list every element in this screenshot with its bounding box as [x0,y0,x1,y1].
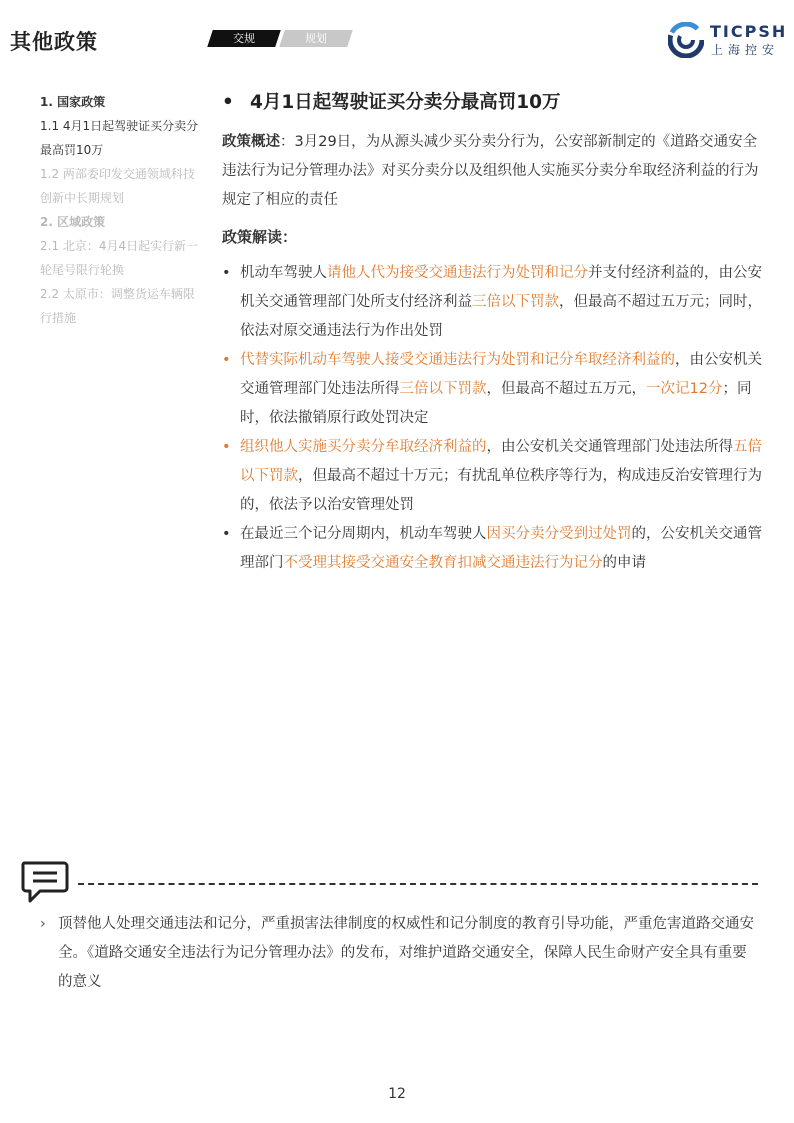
tab-traffic-rules[interactable] [207,30,281,47]
interpretation-item [222,433,762,520]
body-text: ，由公安机关交通管理部门处违法所得 [486,439,733,455]
body-text: 的申请 [602,555,646,571]
toc-item-1-1[interactable]: 1.1 4月1日起驾驶证买分卖分最高罚10万 [40,119,199,157]
page-number: 12 [388,1086,406,1102]
company-logo [668,20,788,60]
body-text: 并支付经济利益的，由公安机关交通管理部门处所支付经济利益 [240,265,762,310]
toc-item-1-2[interactable]: 1.2 两部委印发交通领域科技创新中长期规划 [40,167,195,205]
highlighted-text: 组织他人实施买分卖分牟取经济利益的 [240,439,487,455]
highlighted-text: 三倍以下罚款 [472,294,559,310]
table-of-contents [40,90,200,330]
highlighted-text: 不受理其接受交通安全教育扣减交通违法行为记分 [283,555,603,571]
ticpsh-logo-icon [668,22,704,58]
toc-item-national-policy[interactable]: 1. 国家政策 [40,95,106,109]
highlighted-text: 代替实际机动车驾驶人接受交通违法行为处罚和记分牟取经济利益的 [240,352,675,368]
interpretation-item [222,520,762,578]
main-content [222,88,762,578]
summary-text: 顶替他人处理交通违法和记分，严重损害法律制度的权威性和记分制度的教育引导功能，严重危害道路交通安全。《道路交通安全违法行为记分管理办法》的发布，对维护道路交通安全，保障人民生命财产安全具有重要的意义 [58,916,754,990]
article-title [222,88,762,118]
highlighted-text: 一次记12分 [646,381,723,397]
toc-item-2-2[interactable]: 2.2 太原市：调整货运车辆限行措施 [40,287,195,325]
interpretation-label: 政策解读： [222,228,298,246]
body-text: ；同时，依法撤销原行政处罚决定 [240,381,752,426]
body-text: ，但最高不超过十万元；有扰乱单位秩序等行为，构成违反治安管理行为的，依法予以治安管理处罚 [240,468,762,513]
policy-overview [222,128,762,215]
highlighted-text: 五倍以下罚款 [240,439,762,484]
body-text: 机动车驾驶人 [240,265,327,281]
chevron-right-icon: › [40,916,46,932]
summary-note [40,910,760,990]
overview-label: 政策概述 [222,134,280,150]
page-title: 其他政策 [10,30,98,54]
body-text: ，但最高不超过五万元， [486,381,646,397]
comment-icon [20,860,70,904]
tab-planning[interactable] [279,30,353,47]
logo-subtitle: 上海控安 [711,43,780,57]
overview-text: ：3月29日，为从源头减少买分卖分行为，公安部新制定的《道路交通安全违法行为记分管理办法》对买分卖分以及组织他人实施买分卖分牟取经济利益的行为规定了相应的责任 [222,134,759,208]
toc-item-2-1[interactable]: 2.1 北京：4月4日起实行新一轮尾号限行轮换 [40,239,199,277]
article-title-text: 4月1日起驾驶证买分卖分最高罚10万 [250,92,561,113]
interpretation-list [222,259,762,578]
body-text: 在最近三个记分周期内，机动车驾驶人 [240,526,487,542]
interpretation-item [222,346,762,433]
tab-label: 规划 [305,32,327,45]
toc-item-regional-policy[interactable]: 2. 区域政策 [40,215,106,229]
highlighted-text: 因买分卖分受到过处罚 [486,526,632,542]
title-bullet: • [222,92,234,113]
highlighted-text: 请他人代为接受交通违法行为处罚和记分 [327,265,588,281]
logo-wordmark: TICPSH [710,22,788,41]
body-text: ，由公安机关交通管理部门处违法所得 [240,352,762,397]
divider [78,883,758,885]
highlighted-text: 三倍以下罚款 [399,381,487,397]
body-text: 的，公安机关交通管理部门 [240,526,762,571]
interpretation-item [222,259,762,346]
body-text: ，但最高不超过五万元；同时，依法对原交通违法行为作出处罚 [240,294,762,339]
tab-label: 交规 [233,32,255,45]
